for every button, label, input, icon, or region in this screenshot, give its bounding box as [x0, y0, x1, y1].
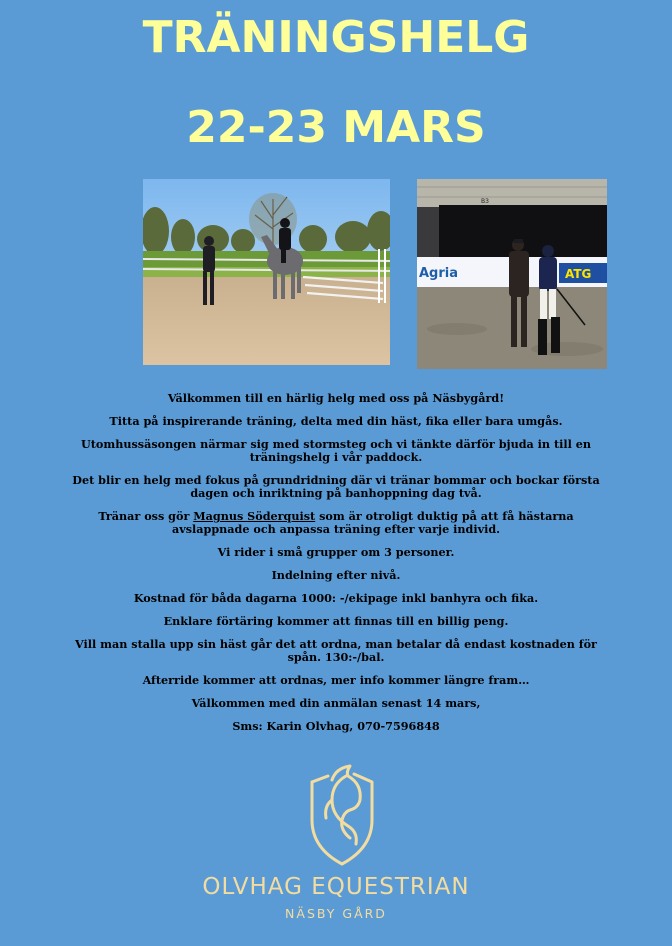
event-description: [70, 392, 602, 743]
rider-on-horse-outdoor-arena-icon: [143, 179, 390, 365]
horse-head-shield-icon: [302, 760, 382, 868]
trainer-text: [70, 510, 602, 536]
photo-indoor-arena: [417, 179, 607, 369]
banner-agria: Agria: [419, 266, 459, 281]
page-title: TRÄNINGSHELG: [142, 12, 530, 63]
registration-text: Välkommen med din anmälan senast 14 mars,: [191, 696, 481, 710]
arena-sign: B3: [481, 198, 489, 205]
focus-text: Det blir en helg med fokus på grundridning där vi tränar bommar och bockar första dagen och inriktning på banhoppning dag två.: [72, 473, 600, 500]
trainer-text-post: som är otroligt duktig på att få hästarna avslappnade och anpassa träning efter varje individ.: [171, 509, 574, 536]
photo-outdoor-training: [143, 179, 390, 365]
event-date: 22-23 MARS: [186, 102, 486, 153]
rider-walking-indoor-arena-icon: [417, 179, 607, 369]
activities-text: Titta på inspirerande träning, delta med din häst, fika eller bara umgås.: [109, 414, 563, 428]
welcome-text: Välkommen till en härlig helg med oss på Näsbygård!: [167, 391, 505, 405]
cost-text: Kostnad för båda dagarna 1000: -/ekipage inkl banhyra och fika.: [133, 591, 539, 605]
banner-atg: ATG: [565, 267, 592, 281]
logo-subtitle: NÄSBY GÅRD: [285, 906, 387, 921]
stabling-text: Vill man stalla upp sin häst går det att ordna, man betalar då endast kostnaden för spån. 130:-/bal.: [75, 637, 597, 664]
logo-name: OLVHAG EQUESTRIAN: [202, 874, 470, 900]
logo-emblem: [302, 760, 382, 868]
afterride-text: Afterride kommer att ordnas, mer info kommer längre fram…: [142, 673, 530, 687]
trainer-name-link[interactable]: Magnus Söderquist: [193, 509, 316, 523]
groups-text: Vi rider i små grupper om 3 personer.: [217, 545, 455, 559]
trainer-text-pre: Tränar oss gör: [98, 509, 194, 523]
food-text: Enklare förtäring kommer att finnas till en billig peng.: [163, 614, 509, 628]
season-text: Utomhussäsongen närmar sig med stormsteg och vi tänkte därför bjuda in till en träningshelg i vår paddock.: [80, 437, 592, 464]
level-text: Indelning efter nivå.: [271, 568, 401, 582]
contact-text: Sms: Karin Olvhag, 070-7596848: [232, 719, 440, 733]
